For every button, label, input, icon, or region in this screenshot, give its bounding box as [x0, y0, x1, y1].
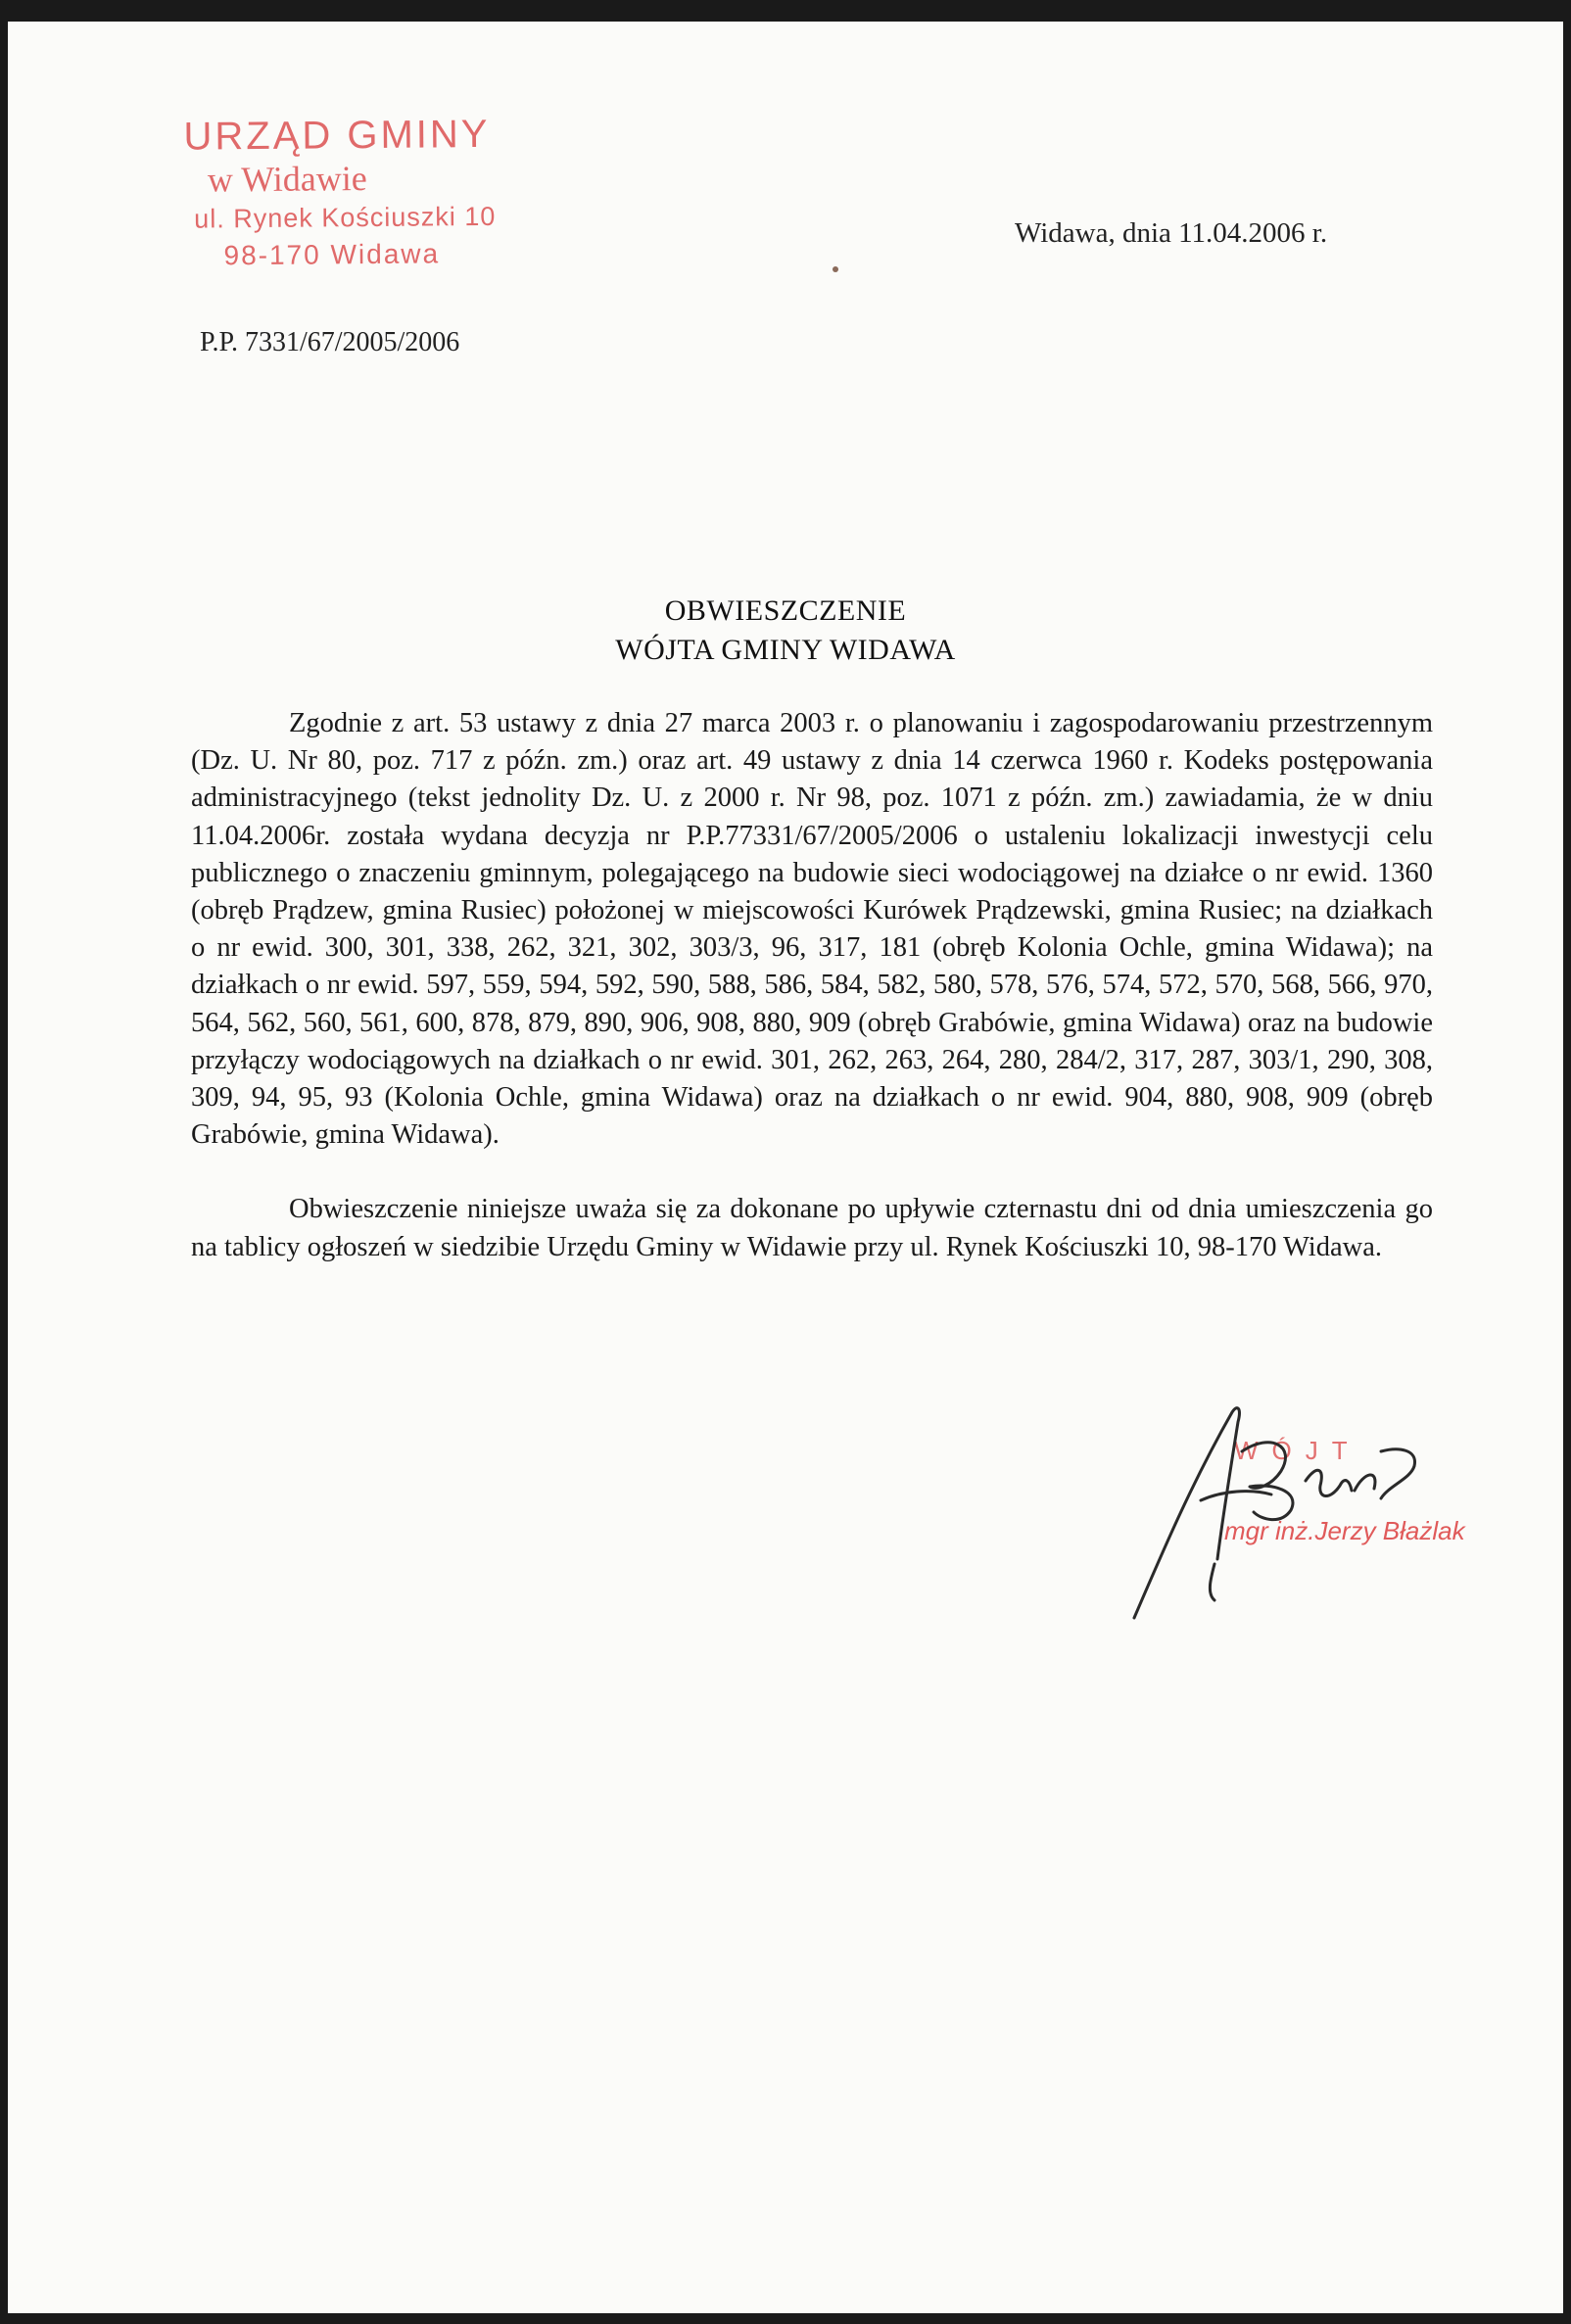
stamp-line-postcode: 98-170 Widawa: [223, 238, 441, 271]
signatory-name: mgr inż.Jerzy Błażlak: [1224, 1516, 1465, 1545]
office-stamp: [183, 110, 556, 273]
body-paragraph-1: Zgodnie z art. 53 ustawy z dnia 27 marca 2003 r. o planowaniu i zagospodarowaniu przestrzennym (Dz. U. Nr 80, poz. 717 z późn. zm.) oraz art. 49 ustawy z dnia 14 czerwca 1960 r. Kodeks postępowania administracyjnego (tekst jednolity Dz. U. z 2000 r. Nr 98, poz. 1071 z późn. zm.) zawiadamia, że w dniu 11.04.2006r. została wydana decyzja nr P.P.77331/67/2005/2006 o ustaleniu lokalizacji inwestycji celu publicznego o znaczeniu gminnym, polegającego na budowie sieci wodociągowej na działce o nr ewid. 1360 (obręb Prądzew, gmina Rusiec) położonej w miejscowości Kurówek Prądzewski, gmina Rusiec; na działkach o nr ewid. 300, 301, 338, 262, 321, 302, 303/3, 96, 317, 181 (obręb Kolonia Ochle, gmina Widawa); na działkach o nr ewid. 597, 559, 594, 592, 590, 588, 586, 584, 582, 580, 578, 576, 574, 572, 570, 568, 566, 970, 564, 562, 560, 561, 600, 878, 879, 890, 906, 908, 880, 909 (obręb Grabówie, gmina Widawa) oraz na budowie przyłączy wodociągowych na działkach o nr ewid. 301, 262, 263, 264, 280, 284/2, 317, 287, 303/1, 290, 308, 309, 94, 95, 93 (Kolonia Ochle, gmina Widawa) oraz na działkach o nr ewid. 904, 880, 908, 909 (obręb Grabówie, gmina Widawa).: [191, 708, 1433, 1151]
reference-number: P.P. 7331/67/2005/2006: [200, 327, 460, 357]
document-body: [191, 705, 1433, 1266]
title-line-1: OBWIESZCZENIE: [664, 594, 907, 627]
body-paragraph-2: Obwieszczenie niniejsze uważa się za dokonane po upływie czternastu dni od dnia umieszczenia go na tablicy ogłoszeń w siedzibie Urzędu Gminy w Widawie przy ul. Rynek Kościuszki 10, 98-170 Widawa.: [191, 1194, 1433, 1262]
document-page: [8, 22, 1563, 2313]
title-line-2: WÓJTA GMINY WIDAWA: [615, 634, 956, 666]
handwritten-signature: [1124, 1393, 1536, 1628]
stamp-line-town: w Widawie: [207, 159, 367, 200]
stamp-line-street: ul. Rynek Kościuszki 10: [194, 201, 497, 234]
document-date: Widawa, dnia 11.04.2006 r.: [1015, 217, 1328, 249]
document-title: [8, 592, 1563, 670]
scan-speck: [833, 266, 838, 272]
stamp-line-office: URZĄD GMINY: [183, 112, 491, 159]
wojt-stamp-title: WÓJT: [1234, 1436, 1361, 1465]
